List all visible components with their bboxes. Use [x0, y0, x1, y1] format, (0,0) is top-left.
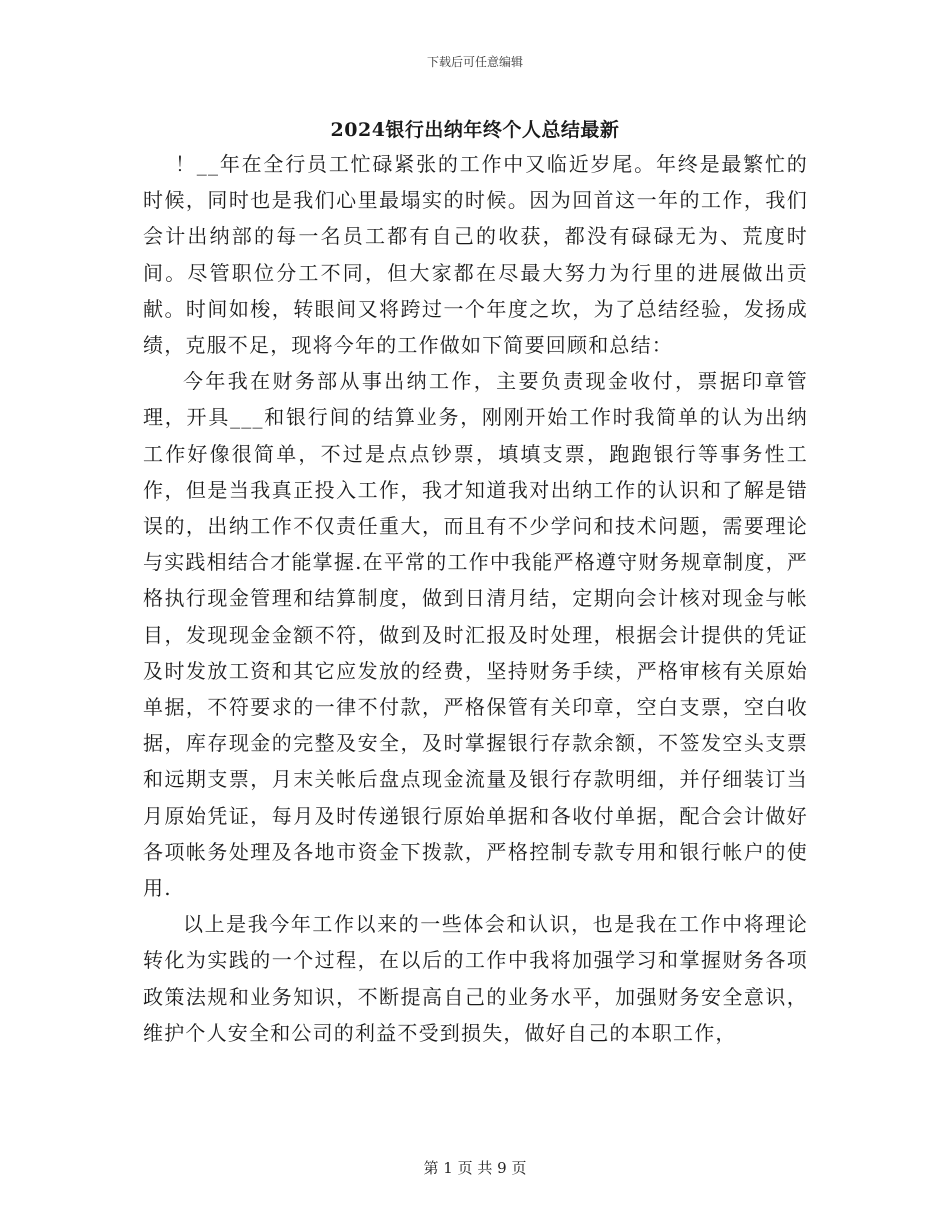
header-note: 下载后可任意编辑: [426, 55, 523, 69]
page-number: 第 1 页 共 9 页: [423, 1159, 527, 1177]
document-body: [143, 146, 808, 1051]
paragraph-conclusion: 以上是我今年工作以来的一些体会和认识，也是我在工作中将理论转化为实践的一个过程，在以后的工作中我将加强学习和掌握财务各项政策法规和业务知识，不断提高自己的业务水平，加强财务安全意识，维护个人安全和公司的利益不受到损失，做好自己的本职工作，: [143, 912, 808, 1045]
paragraph-intro: ！__年在全行员工忙碌紧张的工作中又临近岁尾。年终是最繁忙的时候，同时也是我们心里最塌实的时候。因为回首这一年的工作，我们会计出纳部的每一名员工都有自己的收获，都没有碌碌无为、荒度时间。尽管职位分工不同，但大家都在尽最大努力为行里的进展做出贡献。时间如梭，转眼间又将跨过一个年度之坎，为了总结经验，发扬成绩，克服不足，现将今年的工作做如下简要回顾和总结：: [143, 152, 808, 358]
paragraph-work-summary: 今年我在财务部从事出纳工作，主要负责现金收付，票据印章管理，开具___和银行间的结算业务，刚刚开始工作时我简单的认为出纳工作好像很简单，不过是点点钞票，填填支票，跑跑银行等事务性工作，但是当我真正投入工作，我才知道我对出纳工作的认识和了解是错误的，出纳工作不仅责任重大，而且有不少学问和技术问题，需要理论与实践相结合才能掌握.在平常的工作中我能严格遵守财务规章制度，严格执行现金管理和结算制度，做到日清月结，定期向会计核对现金与帐目，发现现金金额不符，做到及时汇报及时处理，根据会计提供的凭证及时发放工资和其它应发放的经费，坚持财务手续，严格审核有关原始单据，不符要求的一律不付款，严格保管有关印章，空白支票，空白收据，库存现金的完整及安全，及时掌握银行存款余额，不签发空头支票和远期支票，月末关帐后盘点现金流量及银行存款明细，并仔细装订当月原始凭证，每月及时传递银行原始单据和各收付单据，配合会计做好各项帐务处理及各地市资金下拨款，严格控制专款专用和银行帐户的使用.: [143, 369, 808, 901]
document-title: 2024银行出纳年终个人总结最新: [330, 119, 620, 141]
